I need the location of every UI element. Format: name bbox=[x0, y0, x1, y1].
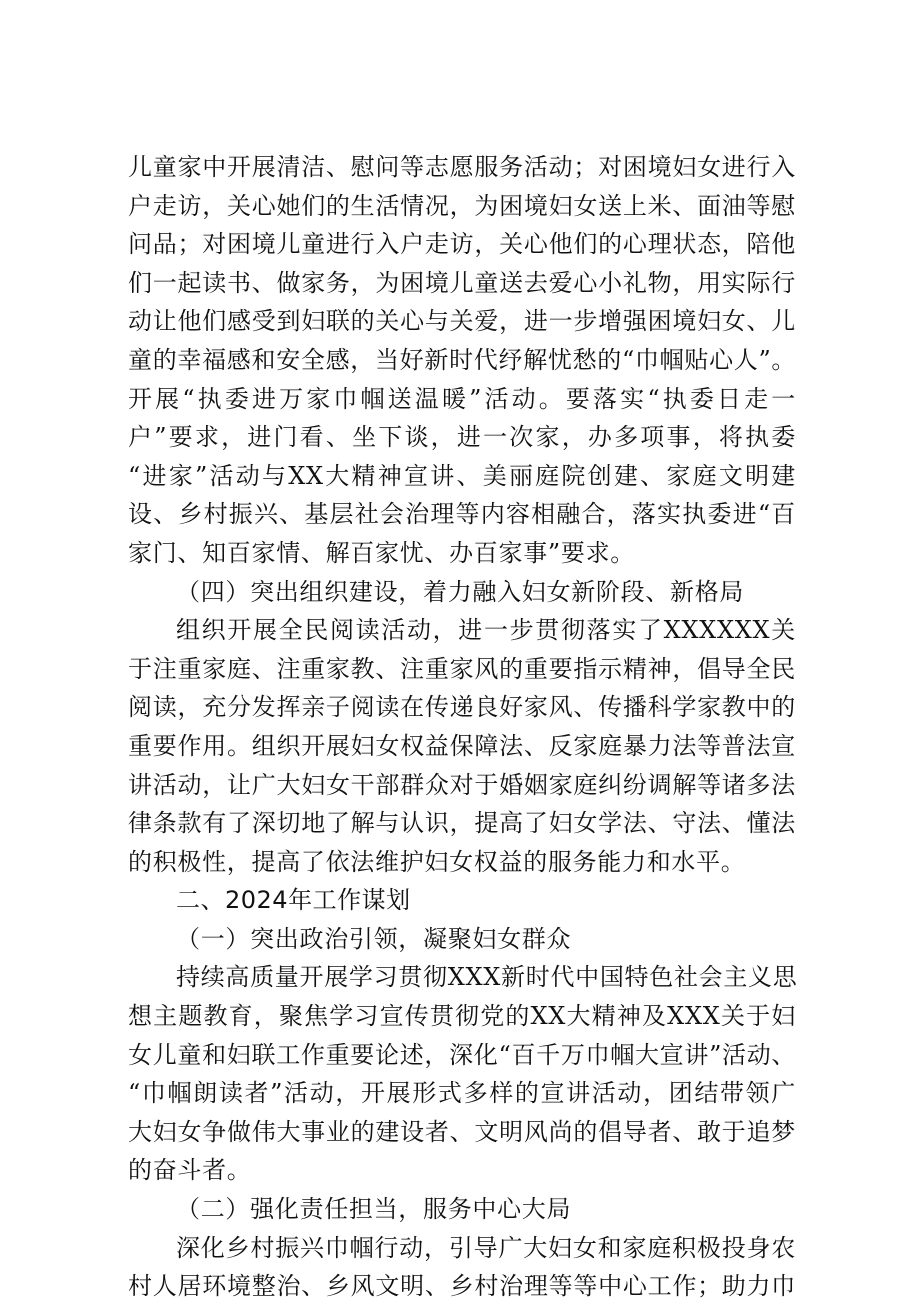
paragraph-line: 深化乡村振兴巾帼行动，引导广大妇女和家庭积极投身农 bbox=[176, 1233, 796, 1262]
section-heading: （一）突出政治引领，凝聚妇女群众 bbox=[176, 924, 572, 953]
paragraph-line: 于注重家庭、注重家教、注重家风的重要指示精神，倡导全民 bbox=[128, 654, 796, 683]
paragraph-line: “进家”活动与XX大精神宣讲、美丽庭院创建、家庭文明建 bbox=[128, 461, 796, 490]
paragraph-line: 阅读，充分发挥亲子阅读在传递良好家风、传播科学家教中的 bbox=[128, 693, 796, 722]
paragraph-line: 家门、知百家情、解百家忧、办百家事”要求。 bbox=[128, 538, 635, 567]
paragraph-line: 律条款有了深切地了解与认识，提高了妇女学法、守法、懂法 bbox=[128, 809, 796, 838]
paragraph-line: 户走访，关心她们的生活情况，为困境妇女送上米、面油等慰 bbox=[128, 191, 796, 220]
part-heading: 二、2024年工作谋划 bbox=[176, 886, 411, 915]
paragraph-line: 大妇女争做伟大事业的建设者、文明风尚的倡导者、敢于追梦 bbox=[128, 1117, 796, 1146]
paragraph-line: 组织开展全民阅读活动，进一步贯彻落实了XXXXXX关 bbox=[176, 616, 796, 645]
paragraph-line: 童的幸福感和安全感，当好新时代纾解忧愁的“巾帼贴心人”。 bbox=[128, 345, 797, 374]
paragraph-line: 讲活动，让广大妇女干部群众对于婚姻家庭纠纷调解等诸多法 bbox=[128, 770, 796, 799]
document-body bbox=[128, 148, 796, 1306]
paragraph-line: “巾帼朗读者”活动，开展形式多样的宣讲活动，团结带领广 bbox=[128, 1079, 796, 1108]
section-heading: （四）突出组织建设，着力融入妇女新阶段、新格局 bbox=[176, 577, 745, 606]
section-heading: （二）强化责任担当，服务中心大局 bbox=[176, 1195, 572, 1224]
paragraph-line: 设、乡村振兴、基层社会治理等内容相融合，落实执委进“百 bbox=[128, 500, 796, 529]
paragraph-line: 村人居环境整治、乡风文明、乡村治理等等中心工作；助力巾 bbox=[128, 1272, 796, 1301]
paragraph-line: 女儿童和妇联工作重要论述，深化“百千万巾帼大宣讲”活动、 bbox=[128, 1040, 797, 1069]
paragraph-line: 重要作用。组织开展妇女权益保障法、反家庭暴力法等普法宣 bbox=[128, 731, 796, 760]
paragraph-line: 的奋斗者。 bbox=[128, 1156, 252, 1185]
paragraph-line: 开展“执委进万家巾帼送温暖”活动。要落实“执委日走一 bbox=[128, 384, 796, 413]
paragraph-line: 的积极性，提高了依法维护妇女权益的服务能力和水平。 bbox=[128, 847, 746, 876]
paragraph-line: 想主题教育，聚焦学习宣传贯彻党的XX大精神及XXX关于妇 bbox=[128, 1002, 796, 1031]
paragraph-line: 儿童家中开展清洁、慰问等志愿服务活动；对困境妇女进行入 bbox=[128, 153, 796, 181]
paragraph-line: 户”要求，进门看、坐下谈，进一次家，办多项事，将执委 bbox=[128, 423, 796, 452]
paragraph-line: 持续高质量开展学习贯彻XXX新时代中国特色社会主义思 bbox=[176, 963, 798, 992]
paragraph-line: 问品；对困境儿童进行入户走访，关心他们的心理状态，陪他 bbox=[128, 230, 796, 259]
paragraph-line: 们一起读书、做家务，为困境儿童送去爱心小礼物，用实际行 bbox=[128, 268, 796, 297]
paragraph-line: 动让他们感受到妇联的关心与关爱，进一步增强困境妇女、儿 bbox=[128, 307, 796, 336]
